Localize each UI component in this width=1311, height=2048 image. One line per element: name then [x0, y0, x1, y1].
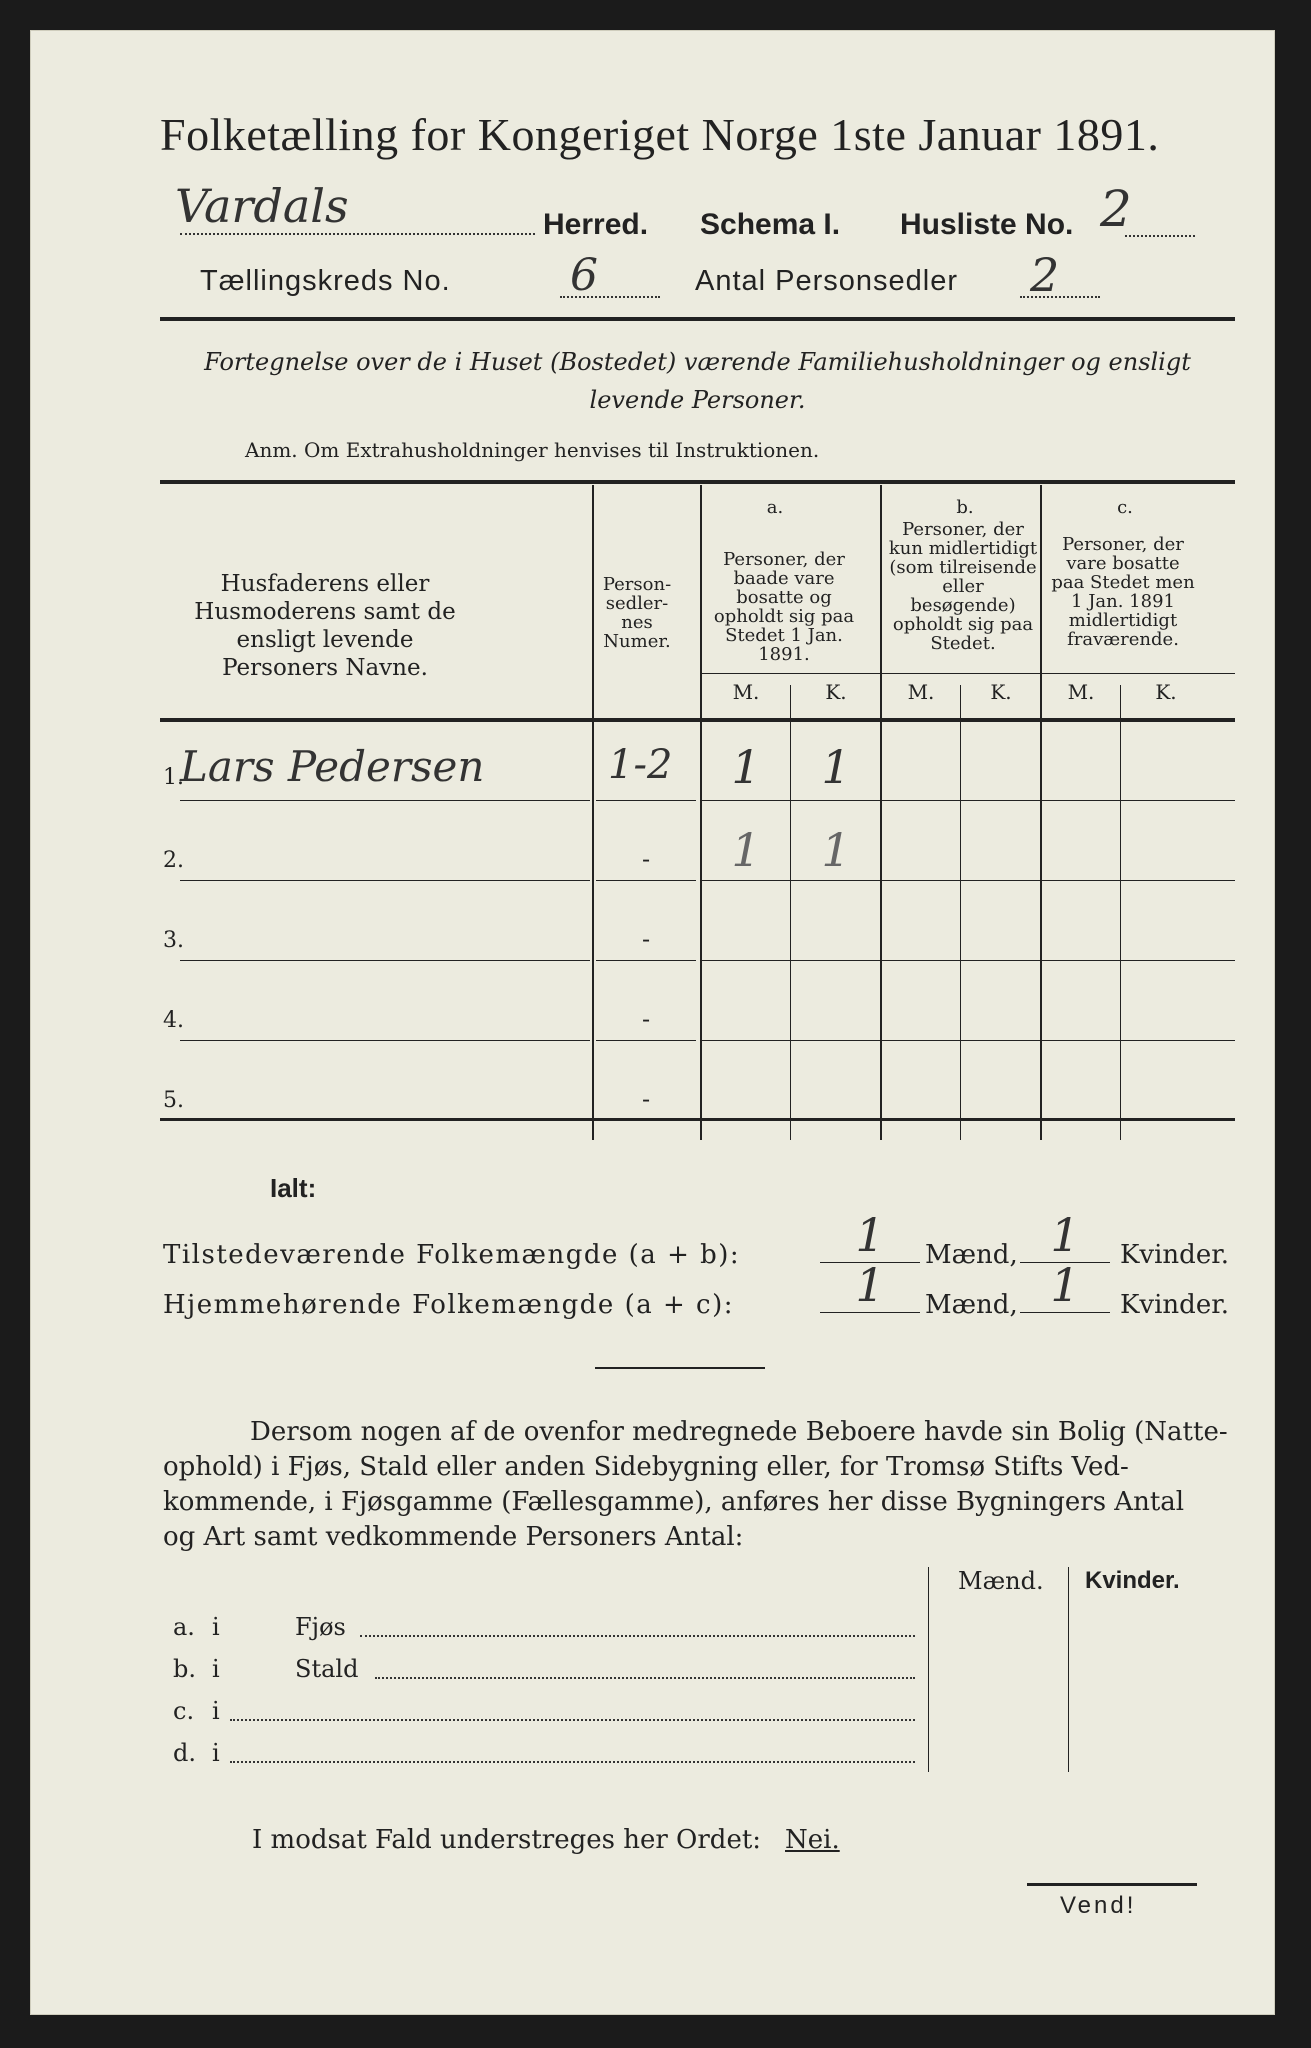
building-d-letter: d. — [173, 1739, 196, 1767]
form-title: Folketælling for Kongeriget Norge 1ste Januar 1891. — [160, 109, 1160, 160]
row3-rule-name — [180, 960, 590, 961]
husliste-label: Husliste No. — [900, 208, 1074, 241]
row2-rule-number — [596, 880, 696, 881]
personsedler-dotline — [1020, 296, 1100, 298]
building-b-name: Stald — [295, 1655, 359, 1683]
mk-top-rule — [702, 673, 1235, 674]
col-number-header: Person-sedler-nes Numer. — [602, 574, 672, 652]
hjemme-kvinder-word: Kvinder. — [1120, 1290, 1230, 1320]
col-name-header: Husfaderens eller Husmoderens samt de ensligt levende Personers Navne. — [194, 571, 456, 681]
row5-sedler: - — [641, 1085, 651, 1113]
tilstede-label: Tilstedeværende Folkemængde (a + b): — [163, 1240, 741, 1270]
row2-num: 2. — [163, 848, 184, 873]
personsedler-label: Antal Personsedler — [695, 265, 959, 297]
building-b-prep: i — [212, 1655, 220, 1683]
row3-sedler: - — [641, 925, 651, 953]
row4-rule-cells — [702, 1040, 1235, 1041]
col-b-letter: b. — [956, 497, 974, 518]
instruction-note: Anm. Om Extrahusholdninger henvises til Instruktionen. — [245, 438, 820, 462]
row2-a-k: 1 — [821, 823, 851, 877]
hjemme-label: Hjemmehørende Folkemængde (a + c): — [163, 1290, 734, 1320]
separator-rule — [595, 1367, 765, 1369]
row1-rule-name — [180, 800, 590, 801]
vline-c — [1040, 485, 1042, 1140]
row1-a-k: 1 — [821, 740, 851, 794]
row2-rule-name — [180, 880, 590, 881]
row4-rule-number — [596, 1040, 696, 1041]
ialt-label: Ialt: — [270, 1173, 317, 1203]
vend-rule — [1027, 1883, 1197, 1886]
a-m-label: M. — [732, 680, 760, 704]
building-d-prep: i — [212, 1739, 220, 1767]
hjemme-kvinder-line — [1020, 1312, 1110, 1313]
row2-sedler: - — [641, 845, 651, 873]
row1-name: Lars Pedersen — [180, 742, 485, 791]
c-m-label: M. — [1067, 680, 1095, 704]
tilstede-kvinder-word: Kvinder. — [1120, 1240, 1230, 1270]
building-c-prep: i — [212, 1697, 220, 1725]
row3-num: 3. — [163, 928, 184, 953]
col-a-header: Personer, der baade vare bosatte og opholdt sig paa Stedet 1 Jan. 1891. — [713, 549, 855, 665]
col-a-letter: a. — [766, 497, 784, 518]
tilstede-maend-value: 1 — [855, 1208, 885, 1262]
paragraph-line3: kommende, i Fjøsgamme (Fællesgamme), anføres her disse Bygningers Antal — [163, 1487, 1185, 1517]
subtitle-line1: Fortegnelse over de i Huset (Bostedet) værende Familiehusholdninger og ensligt — [204, 348, 1191, 376]
vline-a-mk — [790, 685, 791, 1140]
vline-number — [592, 485, 594, 1140]
hjemme-maend-line — [820, 1312, 920, 1313]
building-d-dots — [230, 1761, 915, 1763]
vline-c-mk — [1120, 685, 1121, 1140]
a-k-label: K. — [825, 680, 847, 704]
building-b-dots — [375, 1677, 915, 1679]
vend-text: Vend! — [1060, 1892, 1137, 1919]
census-form-page — [30, 30, 1275, 2015]
building-a-name: Fjøs — [295, 1613, 346, 1641]
buildings-vline-1 — [928, 1567, 929, 1772]
husliste-value: 2 — [1100, 180, 1132, 238]
building-b-letter: b. — [173, 1655, 196, 1683]
col-b-header: Personer, der kun midlertidigt (som tilreisende eller besøgende) opholdt sig paa Stedet. — [888, 519, 1038, 654]
building-c-dots — [230, 1719, 915, 1721]
row5-num: 5. — [163, 1088, 184, 1113]
personsedler-value: 2 — [1030, 248, 1060, 302]
table-header-rule — [160, 718, 1235, 722]
vline-b — [880, 485, 882, 1140]
modsat-text: I modsat Fald understreges her Ordet: — [252, 1825, 762, 1855]
building-a-prep: i — [212, 1613, 220, 1641]
c-k-label: K. — [1155, 680, 1177, 704]
kreds-label: Tællingskreds No. — [200, 265, 451, 297]
paragraph-line4: og Art samt vedkommende Personers Antal: — [163, 1522, 744, 1552]
row4-num: 4. — [163, 1008, 184, 1033]
row4-rule-name — [180, 1040, 590, 1041]
table-top-rule — [160, 480, 1235, 484]
herred-label: Herred. — [543, 208, 649, 241]
hjemme-maend-value: 1 — [855, 1258, 885, 1312]
row2-rule-cells — [702, 880, 1235, 881]
paragraph-line2: ophold) i Fjøs, Stald eller anden Sidebygning eller, for Tromsø Stifts Ved- — [163, 1452, 1129, 1482]
hjemme-kvinder-value: 1 — [1050, 1258, 1080, 1312]
row2-a-m: 1 — [731, 823, 761, 877]
row1-rule-cells — [702, 800, 1235, 801]
herred-dotline — [180, 233, 535, 235]
buildings-kvinder-header: Kvinder. — [1085, 1567, 1180, 1594]
buildings-maend-header: Mænd. — [958, 1567, 1044, 1595]
tilstede-maend-word: Mænd, — [925, 1240, 1018, 1270]
building-a-letter: a. — [173, 1613, 195, 1641]
col-c-letter: c. — [1117, 497, 1133, 518]
nei-word: Nei. — [785, 1825, 840, 1855]
b-k-label: K. — [990, 680, 1012, 704]
building-a-dots — [360, 1635, 915, 1637]
vline-a — [700, 485, 702, 1140]
row1-rule-number — [596, 800, 696, 801]
row1-num: 1. — [163, 765, 184, 790]
row1-sedler: 1-2 — [608, 742, 673, 788]
tilstede-kvinder-value: 1 — [1050, 1208, 1080, 1262]
col-c-header: Personer, der vare bosatte paa Stedet men 1 Jan. 1891 midlertidigt fraværende. — [1051, 534, 1195, 650]
subtitle-line2: levende Personer. — [589, 386, 806, 414]
b-m-label: M. — [907, 680, 935, 704]
buildings-vline-2 — [1068, 1567, 1069, 1772]
table-bottom-rule — [160, 1118, 1235, 1121]
kreds-value: 6 — [570, 250, 598, 301]
paragraph-line1: Dersom nogen af de ovenfor medregnede Beboere havde sin Bolig (Natte- — [250, 1417, 1228, 1447]
row3-rule-number — [596, 960, 696, 961]
header-rule — [160, 317, 1235, 321]
hjemme-maend-word: Mænd, — [925, 1290, 1018, 1320]
kreds-dotline — [560, 296, 660, 298]
row3-rule-cells — [702, 960, 1235, 961]
building-c-letter: c. — [173, 1697, 195, 1725]
vline-b-mk — [960, 685, 961, 1140]
herred-value: Vardals — [175, 179, 349, 233]
row4-sedler: - — [641, 1005, 651, 1033]
schema-label: Schema I. — [700, 208, 841, 241]
husliste-dotline — [1125, 235, 1195, 237]
row1-a-m: 1 — [731, 740, 761, 794]
